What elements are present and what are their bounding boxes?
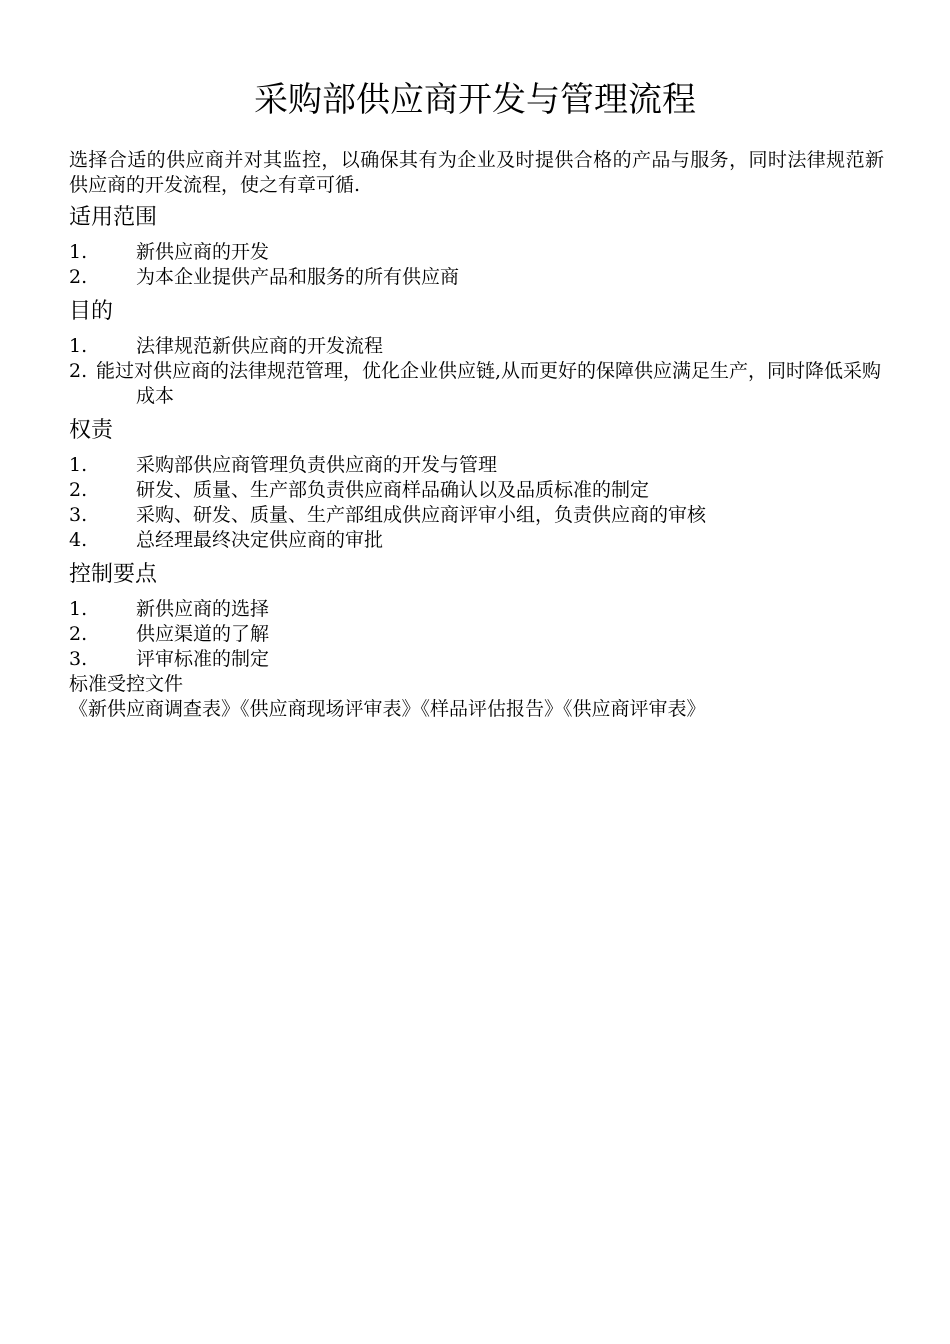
section-heading-control-points: 控制要点 (69, 562, 158, 587)
responsibilities-list (69, 453, 884, 553)
list-number: 1. (69, 335, 88, 357)
list-item (69, 453, 884, 478)
scope-list (69, 240, 884, 290)
list-item (69, 647, 884, 672)
list-item-text: 总经理最终决定供应商的审批 (136, 529, 384, 551)
list-item (69, 240, 884, 265)
document-body (69, 148, 884, 722)
list-item-text: 供应渠道的了解 (136, 623, 270, 645)
list-item (69, 359, 884, 409)
list-item-text: 能过对供应商的法律规范管理，优化企业供应链,从而更好的保障供应满足生产，同时降低采购成本 (96, 360, 882, 407)
control-points-list (69, 597, 884, 672)
list-item (69, 334, 884, 359)
page-title: 采购部供应商开发与管理流程 (254, 80, 696, 120)
list-item-text: 采购、研发、质量、生产部组成供应商评审小组，负责供应商的审核 (136, 504, 707, 526)
list-number: 1. (69, 598, 88, 620)
list-item-text: 新供应商的开发 (136, 241, 270, 263)
list-item (69, 622, 884, 647)
purpose-list (69, 334, 884, 409)
list-number: 2. (69, 623, 88, 645)
list-item-text: 研发、质量、生产部负责供应商样品确认以及品质标准的制定 (136, 479, 650, 501)
list-item (69, 478, 884, 503)
list-item-text: 新供应商的选择 (136, 598, 270, 620)
list-number: 1. (69, 454, 88, 476)
list-item (69, 597, 884, 622)
list-item-text: 法律规范新供应商的开发流程 (136, 335, 384, 357)
list-item (69, 265, 884, 290)
list-number: 2. (69, 266, 88, 288)
list-number: 4. (69, 529, 88, 551)
list-number: 3. (69, 648, 88, 670)
controlled-documents-label: 标准受控文件 (69, 673, 184, 695)
list-item (69, 503, 884, 528)
list-number: 2. (69, 479, 88, 501)
list-number: 2. (69, 360, 88, 382)
section-heading-purpose: 目的 (69, 299, 114, 324)
list-item-text: 为本企业提供产品和服务的所有供应商 (136, 266, 460, 288)
section-heading-scope: 适用范围 (69, 205, 158, 230)
intro-paragraph: 选择合适的供应商并对其监控，以确保其有为企业及时提供合格的产品与服务，同时法律规范新供应商的开发流程，使之有章可循. (69, 149, 884, 196)
list-item (69, 528, 884, 553)
list-number: 1. (69, 241, 88, 263)
list-item-text: 评审标准的制定 (136, 648, 270, 670)
section-heading-responsibilities: 权责 (69, 418, 114, 443)
list-number: 3. (69, 504, 88, 526)
controlled-documents-list: 《新供应商调查表》《供应商现场评审表》《样品评估报告》《供应商评审表》 (69, 698, 706, 720)
list-item-text: 采购部供应商管理负责供应商的开发与管理 (136, 454, 498, 476)
